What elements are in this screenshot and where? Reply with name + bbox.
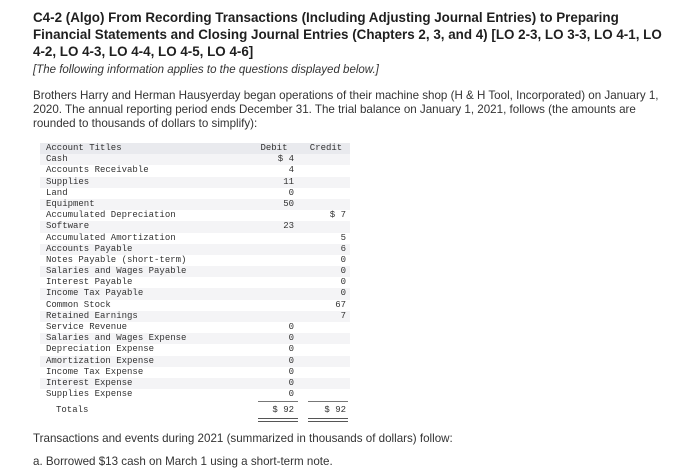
table-row [40, 333, 350, 344]
table-row [40, 277, 350, 288]
debit-cell: 0 [288, 389, 294, 400]
account-title-cell: Software [46, 221, 90, 232]
account-title-cell: Common Stock [46, 299, 111, 310]
table-row [40, 378, 350, 389]
credit-total-rule [308, 401, 348, 402]
table-row [40, 344, 350, 355]
debit-total-rule [258, 401, 298, 402]
table-row [40, 244, 350, 255]
debit-cell: 11 [283, 176, 294, 187]
debit-total: $ 92 [272, 405, 294, 416]
credit-cell: 0 [340, 277, 346, 288]
debit-cell: 0 [288, 355, 294, 366]
account-title-cell: Accounts Payable [46, 243, 133, 254]
debit-cell: 4 [288, 165, 294, 176]
intro-paragraph: Brothers Harry and Herman Hausyerday began operations of their machine shop (H & H Tool, Incorporated) on January 1, 2020. The annual reporting period ends December 31. The trial balance on January 1, 2021, follows (the amounts are rounded to thousands of dollars to simplify): [33, 89, 659, 130]
credit-cell: 67 [335, 299, 346, 310]
account-title-cell: Depreciation Expense [46, 344, 155, 355]
transactions-intro: Transactions and events during 2021 (summarized in thousands of dollars) follow: [33, 432, 453, 445]
table-row [40, 389, 350, 400]
account-title-cell: Income Tax Expense [46, 366, 144, 377]
account-title-cell: Retained Earnings [46, 310, 138, 321]
account-title-cell: Accumulated Depreciation [46, 210, 176, 221]
debit-cell: 0 [288, 322, 294, 332]
debit-cell: 50 [283, 198, 294, 209]
table-row [40, 288, 350, 299]
account-title-cell: Interest Payable [46, 277, 133, 288]
table-row [40, 311, 350, 322]
table-row [40, 300, 350, 311]
table-row [40, 154, 350, 165]
totals-row [40, 403, 350, 417]
credit-total: $ 92 [324, 405, 346, 416]
table-row [40, 255, 350, 266]
table-row [40, 266, 350, 277]
account-title-cell: Land [46, 187, 68, 198]
account-title-cell: Equipment [46, 198, 95, 209]
debit-cell: $ 4 [277, 154, 294, 165]
account-title-cell: Accumulated Amortization [46, 232, 176, 243]
account-title-cell: Income Tax Payable [46, 288, 144, 299]
table-row [40, 356, 350, 367]
table-row [40, 233, 350, 244]
table-row [40, 177, 350, 188]
account-title-cell: Salaries and Wages Payable [46, 266, 187, 277]
debit-cell: 0 [288, 344, 294, 355]
table-row [40, 199, 350, 210]
account-title-cell: Supplies Expense [46, 389, 133, 400]
credit-cell: 0 [340, 254, 346, 265]
account-title-cell: Interest Expense [46, 377, 133, 388]
credit-cell: 6 [340, 243, 346, 254]
table-row [40, 367, 350, 378]
account-title-cell: Amortization Expense [46, 355, 155, 366]
credit-double-rule [308, 418, 348, 422]
problem-title: C4-2 (Algo) From Recording Transactions (Including Adjusting Journal Entries) to Preparing Financial Statements and Closing Journal Entries (Chapters 2, 3, and 4) [LO 2-3, LO 3-3, LO 4-1, LO 4-2, LO 4-3, LO 4-4, LO 4-5, LO 4-6] [33, 10, 662, 59]
account-title-cell: Supplies [46, 176, 90, 187]
debit-header: Debit [260, 143, 288, 153]
debit-cell: 0 [288, 187, 294, 198]
debit-cell: 23 [283, 221, 294, 232]
credit-cell: 0 [340, 288, 346, 299]
account-title-cell: Cash [46, 154, 68, 165]
credit-cell: 5 [340, 232, 346, 243]
credit-cell: 0 [340, 266, 346, 277]
account-title-cell: Salaries and Wages Expense [46, 333, 187, 344]
totals-label: Totals [56, 405, 89, 416]
account-title-cell: Notes Payable (short-term) [46, 254, 187, 265]
account-titles-header: Account Titles [46, 143, 122, 153]
credit-header: Credit [309, 143, 343, 153]
credit-cell: 7 [340, 310, 346, 321]
transaction-item-a: a. Borrowed $13 cash on March 1 using a short-term note. [33, 455, 333, 468]
table-row [40, 188, 350, 199]
table-row [40, 165, 350, 176]
table-row [40, 210, 350, 221]
account-title-cell: Service Revenue [46, 322, 128, 332]
table-header [40, 143, 350, 154]
debit-cell: 0 [288, 333, 294, 344]
trial-balance-table [40, 143, 350, 417]
debit-cell: 0 [288, 366, 294, 377]
credit-cell: $ 7 [329, 210, 346, 221]
info-note: [The following information applies to the questions displayed below.] [33, 64, 379, 76]
table-row [40, 221, 350, 232]
debit-cell: 0 [288, 377, 294, 388]
table-body [40, 154, 350, 400]
account-title-cell: Accounts Receivable [46, 165, 149, 176]
table-row [40, 322, 350, 333]
debit-double-rule [258, 418, 298, 422]
